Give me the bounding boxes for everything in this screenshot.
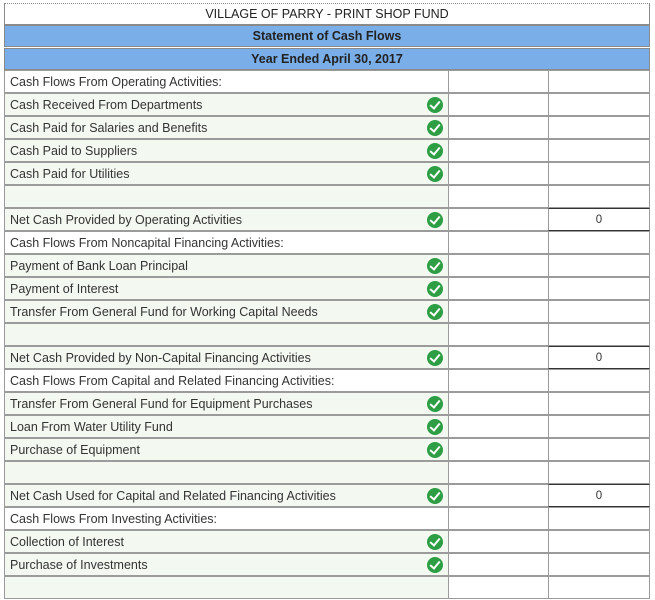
total-amount-input[interactable] (548, 254, 650, 277)
statement-row (4, 301, 650, 324)
amount-input[interactable] (448, 507, 549, 530)
statement-row (4, 324, 650, 347)
amount-input[interactable] (448, 369, 549, 392)
line-item-label: Cash Paid to Suppliers (10, 144, 138, 158)
statement-row (4, 186, 650, 209)
correct-check-icon (427, 396, 443, 412)
total-amount-input[interactable] (548, 139, 650, 162)
correct-check-icon (427, 166, 443, 182)
correct-check-icon (427, 143, 443, 159)
line-item-label-select[interactable] (4, 553, 449, 576)
amount-input[interactable] (448, 139, 549, 162)
correct-check-icon (427, 488, 443, 504)
statement-row (4, 531, 650, 554)
amount-input[interactable] (448, 300, 549, 323)
correct-check-icon (427, 442, 443, 458)
statement-row (4, 117, 650, 140)
line-item-label-select[interactable] (4, 461, 449, 484)
line-item-label: Cash Paid for Salaries and Benefits (10, 121, 208, 135)
total-amount-input[interactable] (548, 70, 650, 93)
correct-check-icon (427, 534, 443, 550)
line-item-label-select[interactable] (4, 484, 449, 507)
statement-row (4, 209, 650, 232)
total-amount-input[interactable] (548, 369, 650, 392)
line-item-label-select[interactable] (4, 530, 449, 553)
statement-row (4, 255, 650, 278)
amount-input[interactable] (448, 461, 549, 484)
line-item-label: Collection of Interest (10, 535, 124, 549)
fund-title: VILLAGE OF PARRY - PRINT SHOP FUND (4, 3, 650, 25)
line-item-label: Net Cash Used for Capital and Related Financing Activities (10, 489, 336, 503)
line-item-label: Purchase of Investments (10, 558, 148, 572)
amount-input[interactable] (448, 116, 549, 139)
correct-check-icon (427, 120, 443, 136)
period-title: Year Ended April 30, 2017 (4, 48, 650, 70)
line-item-label-select[interactable] (4, 116, 449, 139)
total-amount-input[interactable] (548, 323, 650, 346)
amount-input[interactable] (448, 231, 549, 254)
statement-row (4, 278, 650, 301)
amount-input[interactable] (448, 346, 549, 369)
line-item-label-select (4, 231, 449, 254)
amount-input[interactable] (448, 415, 549, 438)
total-amount-input[interactable] (548, 461, 650, 484)
amount-input[interactable] (448, 162, 549, 185)
total-amount-input[interactable] (548, 93, 650, 116)
line-item-label: Net Cash Provided by Operating Activities (10, 213, 243, 227)
statement-row (4, 439, 650, 462)
subtotal-amount-input[interactable]: 0 (548, 484, 650, 507)
correct-check-icon (427, 97, 443, 113)
statement-row (4, 163, 650, 186)
line-item-label-select[interactable] (4, 300, 449, 323)
statement-title: Statement of Cash Flows (4, 25, 650, 47)
correct-check-icon (427, 258, 443, 274)
statement-row (4, 485, 650, 508)
amount-input[interactable] (448, 576, 549, 599)
statement-row (4, 232, 650, 255)
line-item-label-select[interactable] (4, 162, 449, 185)
line-item-label: Transfer From General Fund for Equipment Purchases (10, 397, 313, 411)
amount-input[interactable] (448, 70, 549, 93)
statement-grid (4, 71, 650, 600)
statement-row (4, 370, 650, 393)
amount-input[interactable] (448, 438, 549, 461)
total-amount-input[interactable] (548, 392, 650, 415)
line-item-label: Payment of Bank Loan Principal (10, 259, 188, 273)
line-item-label: Cash Paid for Utilities (10, 167, 130, 181)
total-amount-input[interactable] (548, 185, 650, 208)
line-item-label-select[interactable] (4, 438, 449, 461)
total-amount-input[interactable] (548, 415, 650, 438)
line-item-label-select[interactable] (4, 139, 449, 162)
line-item-label-select[interactable] (4, 346, 449, 369)
line-item-label: Cash Received From Departments (10, 98, 203, 112)
amount-input[interactable] (448, 392, 549, 415)
line-item-label-select[interactable] (4, 392, 449, 415)
total-amount-input[interactable] (548, 300, 650, 323)
total-amount-input[interactable] (548, 576, 650, 599)
total-amount-input[interactable] (548, 438, 650, 461)
correct-check-icon (427, 212, 443, 228)
correct-check-icon (427, 304, 443, 320)
correct-check-icon (427, 350, 443, 366)
amount-input[interactable] (448, 185, 549, 208)
statement-row (4, 140, 650, 163)
total-amount-input[interactable] (548, 553, 650, 576)
line-item-label: Purchase of Equipment (10, 443, 140, 457)
line-item-label: Cash Flows From Investing Activities: (10, 512, 218, 526)
line-item-label-select (4, 369, 449, 392)
line-item-label-select[interactable] (4, 254, 449, 277)
amount-input[interactable] (448, 208, 549, 231)
correct-check-icon (427, 281, 443, 297)
line-item-label-select[interactable] (4, 277, 449, 300)
line-item-label-select[interactable] (4, 323, 449, 346)
subtotal-amount-input[interactable]: 0 (548, 346, 650, 369)
line-item-label: Payment of Interest (10, 282, 119, 296)
line-item-label: Net Cash Provided by Non-Capital Financing Activities (10, 351, 311, 365)
line-item-label: Cash Flows From Operating Activities: (10, 75, 222, 89)
line-item-label-select (4, 507, 449, 530)
line-item-label: Transfer From General Fund for Working Capital Needs (10, 305, 318, 319)
total-amount-input[interactable] (548, 277, 650, 300)
amount-input[interactable] (448, 553, 549, 576)
statement-row (4, 94, 650, 117)
line-item-label-select (4, 70, 449, 93)
correct-check-icon (427, 557, 443, 573)
statement-row (4, 347, 650, 370)
line-item-label-select[interactable] (4, 415, 449, 438)
statement-row (4, 71, 650, 94)
total-amount-input[interactable] (548, 507, 650, 530)
statement-row (4, 462, 650, 485)
subtotal-amount-input[interactable]: 0 (548, 208, 650, 231)
line-item-label-select[interactable] (4, 185, 449, 208)
line-item-label: Loan From Water Utility Fund (10, 420, 173, 434)
amount-input[interactable] (448, 93, 549, 116)
line-item-label: Cash Flows From Noncapital Financing Activities: (10, 236, 284, 250)
amount-input[interactable] (448, 254, 549, 277)
total-amount-input[interactable] (548, 116, 650, 139)
total-amount-input[interactable] (548, 530, 650, 553)
total-amount-input[interactable] (548, 162, 650, 185)
amount-input[interactable] (448, 484, 549, 507)
line-item-label-select[interactable] (4, 93, 449, 116)
line-item-label: Cash Flows From Capital and Related Financing Activities: (10, 374, 335, 388)
total-amount-input[interactable] (548, 231, 650, 254)
correct-check-icon (427, 419, 443, 435)
statement-row (4, 416, 650, 439)
amount-input[interactable] (448, 323, 549, 346)
statement-row (4, 393, 650, 416)
statement-row (4, 508, 650, 531)
line-item-label-select[interactable] (4, 576, 449, 599)
statement-row (4, 554, 650, 577)
amount-input[interactable] (448, 277, 549, 300)
line-item-label-select[interactable] (4, 208, 449, 231)
amount-input[interactable] (448, 530, 549, 553)
